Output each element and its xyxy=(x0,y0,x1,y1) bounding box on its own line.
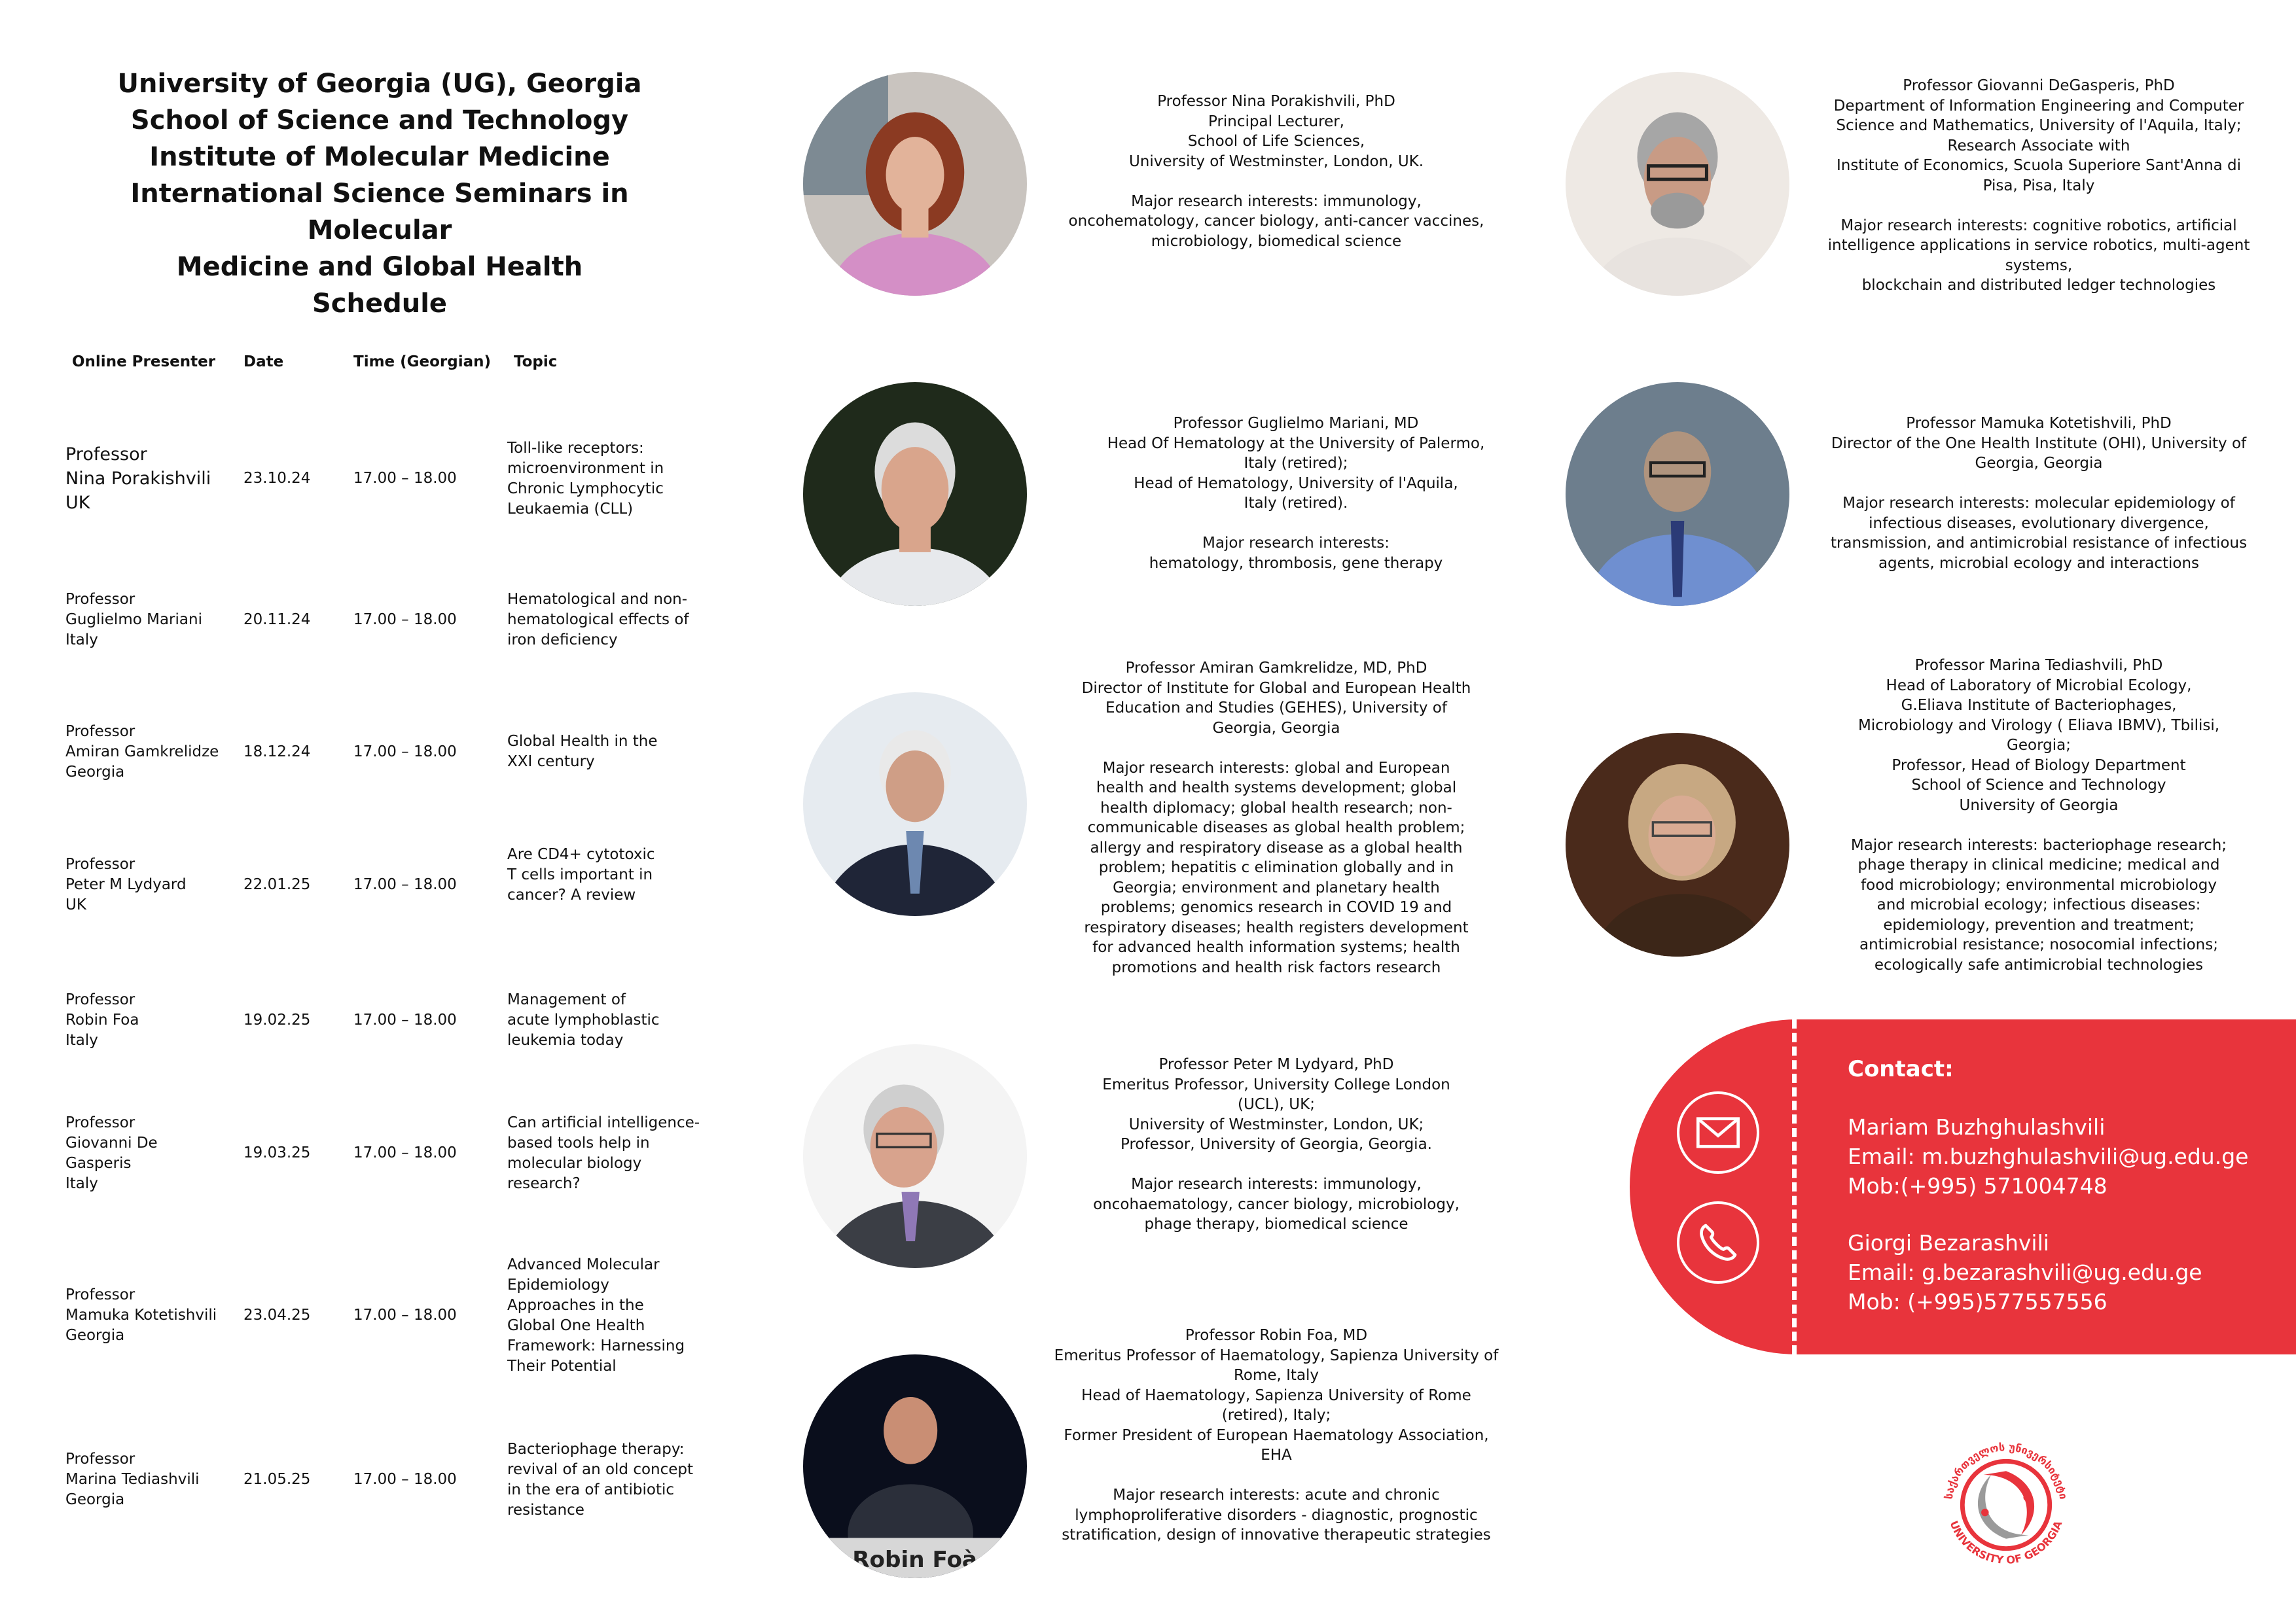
time-cell: 17.00 – 18.00 xyxy=(353,1144,457,1161)
title-line: Schedule xyxy=(312,289,448,319)
presenter-line: Professor xyxy=(65,856,135,873)
date-cell: 23.10.24 xyxy=(243,470,311,487)
portrait-lydyard xyxy=(803,1044,1027,1268)
portrait-tediashvili xyxy=(1566,733,1789,957)
time-cell: 17.00 – 18.00 xyxy=(353,470,457,487)
presenter-line: Gasperis xyxy=(65,1155,132,1172)
bio-porakishvili: Professor Nina Porakishvili, PhD Principal Lecturer, School of Life Sciences, University of Westminster, London, UK. Major research interests: immunology, oncohematology, cancer biology, anti-cancer vaccines, microbiology, biomedical science xyxy=(1068,93,1484,250)
photo-caption: Robin Foà xyxy=(852,1546,978,1573)
contact-email[interactable]: Email: g.bezarashvili@ug.edu.ge xyxy=(1848,1260,2202,1285)
presenter-line: UK xyxy=(65,493,90,513)
bio-foa: Professor Robin Foa, MD Emeritus Professor of Haematology, Sapienza University of Rome, Italy Head of Haematology, Sapienza University of Rome (retired), Italy; Former President of European Haematology Association, EHA Major research interests: acute and chronic lymphoproliferative disorders - diagnostic, prognostic stratification, design of innovative therapeutic strategies xyxy=(1054,1327,1499,1544)
contact-name: Giorgi Bezarashvili xyxy=(1848,1230,2049,1256)
time-cell: 17.00 – 18.00 xyxy=(353,1012,457,1029)
envelope-icon xyxy=(1677,1091,1759,1174)
bio-degasperis: Professor Giovanni DeGasperis, PhD Department of Information Engineering and Computer Science and Mathematics, University of l'Aquila, Italy; Research Associate with Institute of Economics, Scuola Superiore Sant'Anna di Pisa, Pisa, Italy Major research interests: cognitive robotics, artificial intelligence applications in service robotics, multi-agent systems, blockchain and distributed ledger technologies xyxy=(1827,77,2250,294)
portrait-porakishvili xyxy=(803,72,1027,296)
phone-icon xyxy=(1677,1201,1759,1284)
presenter-cell xyxy=(65,1285,236,1346)
presenter-cell xyxy=(65,855,236,915)
topic-cell: Global Health in the XXI century xyxy=(507,733,658,770)
presenter-line: Professor xyxy=(65,444,147,465)
topic-cell: Are CD4+ cytotoxic T cells important in cancer? A review xyxy=(507,846,655,904)
portrait-gamkrelidze xyxy=(803,692,1027,916)
date-cell: 21.05.25 xyxy=(243,1471,311,1488)
title-line: University of Georgia (UG), Georgia xyxy=(117,69,642,99)
presenter-cell xyxy=(65,990,236,1051)
logo-text-bottom: UNIVERSITY OF GEORGIA xyxy=(1947,1519,2065,1566)
time-cell: 17.00 – 18.00 xyxy=(353,1471,457,1488)
portrait-degasperis xyxy=(1566,72,1789,296)
contact-name: Mariam Buzhghulashvili xyxy=(1848,1114,2106,1140)
topic-cell: Bacteriophage therapy: revival of an old concept in the era of antibiotic resistance xyxy=(507,1441,694,1519)
presenter-line: Professor xyxy=(65,723,135,740)
column-header-time: Time (Georgian) xyxy=(353,353,492,370)
date-cell: 23.04.25 xyxy=(243,1307,311,1324)
topic-cell: Advanced Molecular Epidemiology Approaches in the Global One Health Framework: Harnessing Their Potential xyxy=(507,1256,685,1375)
bio-kotetishvili: Professor Mamuka Kotetishvili, PhD Director of the One Health Institute (OHI), University of Georgia, Georgia Major research interests: molecular epidemiology of infectious diseases, evolutionary divergence, transmission, and antimicrobial resistance of infectious agents, microbial ecology and interactions xyxy=(1830,415,2248,572)
date-cell: 19.03.25 xyxy=(243,1144,311,1161)
title-line: Institute of Molecular Medicine xyxy=(149,142,610,172)
portrait-mariani xyxy=(803,382,1027,606)
date-cell: 19.02.25 xyxy=(243,1012,311,1029)
time-cell: 17.00 – 18.00 xyxy=(353,876,457,893)
presenter-line: Mamuka Kotetishvili xyxy=(65,1307,217,1324)
presenter-line: Georgia xyxy=(65,1491,125,1508)
presenter-line: Georgia xyxy=(65,1327,125,1344)
column-header-presenter: Online Presenter xyxy=(72,353,216,370)
presenter-line: Italy xyxy=(65,1032,98,1049)
title-line: Medicine and Global Health xyxy=(176,252,583,282)
topic-cell: Hematological and non-hematological effects of iron deficiency xyxy=(507,591,689,648)
column-header-topic: Topic xyxy=(514,353,558,370)
presenter-line: Marina Tediashvili xyxy=(65,1471,200,1488)
presenter-cell xyxy=(65,442,236,515)
contact-email[interactable]: Email: m.buzhghulashvili@ug.edu.ge xyxy=(1848,1144,2249,1169)
presenter-cell xyxy=(65,1449,236,1510)
contact-person-1 xyxy=(1848,1112,2248,1201)
presenter-line: Professor xyxy=(65,1286,135,1303)
bio-gamkrelidze: Professor Amiran Gamkrelidze, MD, PhD Director of Institute for Global and European Health Education and Studies (GEHES), University of Georgia, Georgia Major research interests: global and European health and health systems development; global health diplomacy; global health research; non- communicable diseases as global health problem; allergy and respiratory disease as a global health problem; hepatitis c elimination globally and in Georgia; environment and planetary health problems; genomics research in COVID 19 and respiratory diseases; health registers development for advanced health information systems; health promotions and health risk factors research xyxy=(1081,660,1471,976)
presenter-line: UK xyxy=(65,896,86,913)
date-cell: 20.11.24 xyxy=(243,611,311,628)
presenter-line: Peter M Lydyard xyxy=(65,876,187,893)
presenter-line: Professor xyxy=(65,991,135,1008)
presenter-line: Amiran Gamkrelidze xyxy=(65,743,219,760)
presenter-line: Nina Porakishvili xyxy=(65,468,211,489)
title-line: School of Science and Technology xyxy=(130,105,629,135)
bio-mariani: Professor Guglielmo Mariani, MD Head Of Hematology at the University of Palermo, Italy (retired); Head of Hematology, University of l'Aquila, Italy (retired). Major research interests: hematology, thrombosis, gene therapy xyxy=(1107,415,1485,572)
contact-person-2 xyxy=(1848,1228,2202,1316)
contact-phone[interactable]: Mob: (+995)577557556 xyxy=(1848,1289,2108,1315)
time-cell: 17.00 – 18.00 xyxy=(353,611,457,628)
presenter-cell xyxy=(65,1113,236,1194)
column-header-date: Date xyxy=(243,353,284,370)
presenter-line: Giovanni De xyxy=(65,1135,158,1152)
presenter-cell xyxy=(65,722,236,783)
topic-cell: Management of acute lymphoblastic leukemia today xyxy=(507,991,660,1049)
date-cell: 22.01.25 xyxy=(243,876,311,893)
presenter-line: Italy xyxy=(65,631,98,648)
presenter-line: Robin Foa xyxy=(65,1012,139,1029)
presenter-line: Georgia xyxy=(65,764,125,781)
portrait-kotetishvili xyxy=(1566,382,1789,606)
university-logo xyxy=(1931,1430,2081,1580)
contact-heading: Contact: xyxy=(1848,1056,1954,1082)
contact-divider xyxy=(1792,1019,1797,1354)
presenter-cell xyxy=(65,590,236,650)
presenter-line: Professor xyxy=(65,1114,135,1131)
topic-cell: Toll-like receptors: microenvironment in Chronic Lymphocytic Leukaemia (CLL) xyxy=(507,440,664,518)
presenter-line: Professor xyxy=(65,1451,135,1468)
bio-lydyard: Professor Peter M Lydyard, PhD Emeritus Professor, University College London (UCL), UK; University of Westminster, London, UK; Professor, University of Georgia, Georgia. Major research interests: immunology, oncohaematology, cancer biology, microbiology, phage therapy, biomedical science xyxy=(1093,1056,1460,1233)
portrait-foa xyxy=(803,1354,1027,1578)
presenter-line: Professor xyxy=(65,591,135,608)
topic-cell: Can artificial intelligence-based tools help in molecular biology research? xyxy=(507,1114,700,1192)
time-cell: 17.00 – 18.00 xyxy=(353,743,457,760)
time-cell: 17.00 – 18.00 xyxy=(353,1307,457,1324)
presenter-line: Italy xyxy=(65,1175,98,1192)
presenter-line: Guglielmo Mariani xyxy=(65,611,202,628)
title-line: International Science Seminars in Molecular xyxy=(130,179,629,245)
bio-tediashvili: Professor Marina Tediashvili, PhD Head of Laboratory of Microbial Ecology, G.Eliava Institute of Bacteriophages, Microbiology and Virology ( Eliava IBMV), Tbilisi, Georgia; Professor, Head of Biology Department School of Science and Technology University of Georgia Major research interests: bacteriophage research; phage therapy in clinical medicine; medical and food microbiology; environmental microbiology and microbial ecology; infectious diseases: epidemiology, prevention and treatment; antimicrobial resistance; nosocomial infections; ecologically safe antimicrobial technologies xyxy=(1850,657,2227,974)
contact-phone[interactable]: Mob:(+995) 571004748 xyxy=(1848,1173,2108,1199)
date-cell: 18.12.24 xyxy=(243,743,311,760)
logo-text-top: საქართველოს უნივერსიტეტი xyxy=(1942,1441,2070,1500)
poster-title xyxy=(59,65,700,322)
